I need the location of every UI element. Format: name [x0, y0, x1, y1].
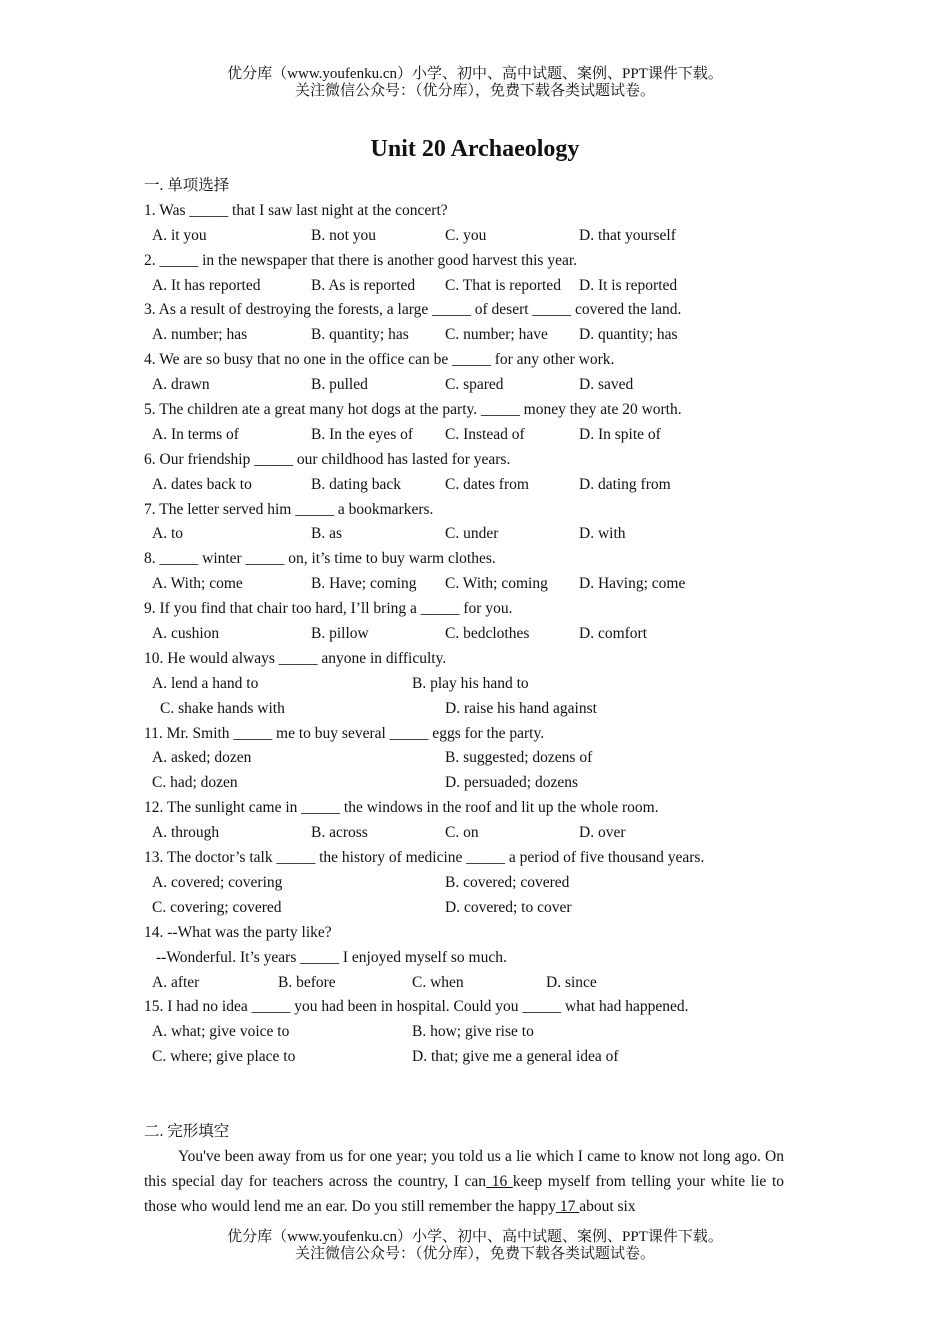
option-a: A. It has reported — [152, 276, 261, 294]
footer-line-2: 关注微信公众号：（优分库），免费下载各类试题试卷。 — [294, 1246, 655, 1262]
option-c: C. Instead of — [445, 425, 525, 443]
question-6-options — [144, 473, 794, 498]
question-10-stem: 10. He would always _____ anyone in difficulty. — [144, 649, 447, 667]
option-a: A. through — [152, 824, 220, 842]
option-d: D. saved — [579, 376, 634, 394]
option-c: C. covering; covered — [152, 898, 282, 916]
question-5-stem: 5. The children ate a great many hot dogs at the party. _____ money they ate 20 worth. — [144, 401, 682, 419]
option-a: A. what; give voice to — [152, 1023, 290, 1041]
question-6-stem: 6. Our friendship _____ our childhood has lasted for years. — [144, 450, 511, 468]
option-d: D. that; give me a general idea of — [412, 1048, 619, 1066]
option-c: C. That is reported — [445, 276, 561, 294]
option-c: C. where; give place to — [152, 1048, 296, 1066]
question-14-stem: 14. --What was the party like? — [144, 923, 332, 941]
option-b: B. how; give rise to — [412, 1023, 534, 1041]
page-header — [0, 66, 950, 100]
option-d: D. with — [579, 525, 626, 543]
option-a: A. asked; dozen — [152, 749, 252, 767]
question-10-options-row-1 — [144, 672, 794, 697]
question-15-options-row-1 — [144, 1020, 794, 1045]
question-3-stem: 3. As a result of destroying the forests, a large _____ of desert _____ covered the land. — [144, 301, 682, 319]
question-4-stem: 4. We are so busy that no one in the office can be _____ for any other work. — [144, 351, 615, 369]
question-4-options — [144, 373, 794, 398]
option-d: D. In spite of — [579, 425, 661, 443]
question-1-stem: 1. Was _____ that I saw last night at the concert? — [144, 201, 448, 219]
question-12-options — [144, 821, 794, 846]
option-b: B. pulled — [311, 376, 368, 394]
option-b: B. suggested; dozens of — [445, 749, 593, 767]
option-d: D. dating from — [579, 475, 671, 493]
option-c: C. under — [445, 525, 499, 543]
header-line-1: 优分库（www.youfenku.cn）小学、初中、高中试题、案例、PPT课件下载。 — [227, 66, 723, 82]
option-a: A. lend a hand to — [152, 674, 259, 692]
option-a: A. cushion — [152, 625, 220, 643]
passage-text-3: about six — [579, 1197, 636, 1215]
question-1-options — [144, 224, 794, 249]
option-a: A. to — [152, 525, 183, 543]
option-d: D. over — [579, 824, 626, 842]
passage-text-1: You've been away from us for one year; you told us a lie which I came to know not long ago. On this special day for teachers across the country, I can — [144, 1147, 784, 1190]
option-a: A. drawn — [152, 376, 210, 394]
question-15-stem: 15. I had no idea _____ you had been in hospital. Could you _____ what had happened. — [144, 998, 689, 1016]
question-14-stem-response: --Wonderful. It’s years _____ I enjoyed myself so much. — [156, 948, 507, 966]
blank-17: 17 — [555, 1197, 580, 1215]
question-9-options — [144, 622, 794, 647]
option-b: B. pillow — [311, 625, 369, 643]
blank-16: 16 — [486, 1172, 513, 1190]
option-c: C. had; dozen — [152, 774, 238, 792]
option-b: B. As is reported — [311, 276, 416, 294]
question-2-options — [144, 274, 794, 299]
option-c: C. dates from — [445, 475, 529, 493]
option-c: C. bedclothes — [445, 625, 530, 643]
option-d: D. since — [546, 973, 597, 991]
cloze-passage — [144, 1145, 784, 1220]
question-7-options — [144, 522, 794, 547]
question-13-options-row-2 — [144, 896, 794, 921]
question-12-stem: 12. The sunlight came in _____ the windows in the roof and lit up the whole room. — [144, 799, 659, 817]
option-d: D. quantity; has — [579, 326, 678, 344]
option-b: B. not you — [311, 226, 377, 244]
option-d: D. It is reported — [579, 276, 678, 294]
question-3-options — [144, 323, 794, 348]
option-c: C. when — [412, 973, 464, 991]
question-11-stem: 11. Mr. Smith _____ me to buy several _____ eggs for the party. — [144, 724, 545, 742]
section-2-heading: 二. 完形填空 — [144, 1122, 230, 1140]
option-c: C. on — [445, 824, 479, 842]
question-15-options-row-2 — [144, 1045, 794, 1070]
option-d: D. that yourself — [579, 226, 676, 244]
question-10-options-row-2 — [144, 697, 794, 722]
question-13-options-row-1 — [144, 871, 794, 896]
option-a: A. With; come — [152, 575, 243, 593]
question-14-options — [144, 971, 794, 996]
option-d: D. covered; to cover — [445, 898, 572, 916]
option-c: C. shake hands with — [160, 699, 285, 717]
option-b: B. play his hand to — [412, 674, 529, 692]
option-d: D. Having; come — [579, 575, 686, 593]
question-11-options-row-1 — [144, 746, 794, 771]
question-13-stem: 13. The doctor’s talk _____ the history of medicine _____ a period of five thousand years. — [144, 849, 705, 867]
section-1-heading: 一. 单项选择 — [144, 177, 230, 194]
question-5-options — [144, 423, 794, 448]
question-8-options — [144, 572, 794, 597]
option-b: B. Have; coming — [311, 575, 417, 593]
option-a: A. it you — [152, 226, 207, 244]
option-a: A. number; has — [152, 326, 248, 344]
option-b: B. as — [311, 525, 342, 543]
option-b: B. covered; covered — [445, 873, 570, 891]
footer-line-1: 优分库（www.youfenku.cn）小学、初中、高中试题、案例、PPT课件下载。 — [227, 1229, 723, 1245]
option-c: C. spared — [445, 376, 504, 394]
option-b: B. In the eyes of — [311, 425, 414, 443]
option-d: D. raise his hand against — [445, 699, 597, 717]
option-b: B. dating back — [311, 475, 401, 493]
option-b: B. quantity; has — [311, 326, 409, 344]
document-body — [144, 174, 794, 1219]
option-a: A. dates back to — [152, 475, 252, 493]
section-spacer — [144, 1070, 794, 1120]
option-b: B. across — [311, 824, 368, 842]
option-d: D. comfort — [579, 625, 648, 643]
question-9-stem: 9. If you find that chair too hard, I’ll bring a _____ for you. — [144, 600, 513, 618]
option-c: C. With; coming — [445, 575, 548, 593]
passage-text-2: keep myself from telling your white lie to those who would lend me an ear. Do you still remember the happy — [144, 1172, 785, 1215]
question-11-options-row-2 — [144, 771, 794, 796]
page-footer — [0, 1229, 950, 1263]
question-2-stem: 2. _____ in the newspaper that there is another good harvest this year. — [144, 251, 578, 269]
option-a: A. after — [152, 973, 200, 991]
question-8-stem: 8. _____ winter _____ on, it’s time to buy warm clothes. — [144, 550, 496, 568]
header-line-2: 关注微信公众号：（优分库），免费下载各类试题试卷。 — [294, 83, 655, 99]
question-7-stem: 7. The letter served him _____ a bookmarkers. — [144, 500, 434, 518]
option-b: B. before — [278, 973, 336, 991]
option-d: D. persuaded; dozens — [445, 774, 578, 792]
option-c: C. you — [445, 226, 487, 244]
option-a: A. covered; covering — [152, 873, 283, 891]
option-c: C. number; have — [445, 326, 548, 344]
option-a: A. In terms of — [152, 425, 239, 443]
page-title: Unit 20 Archaeology — [370, 136, 580, 162]
